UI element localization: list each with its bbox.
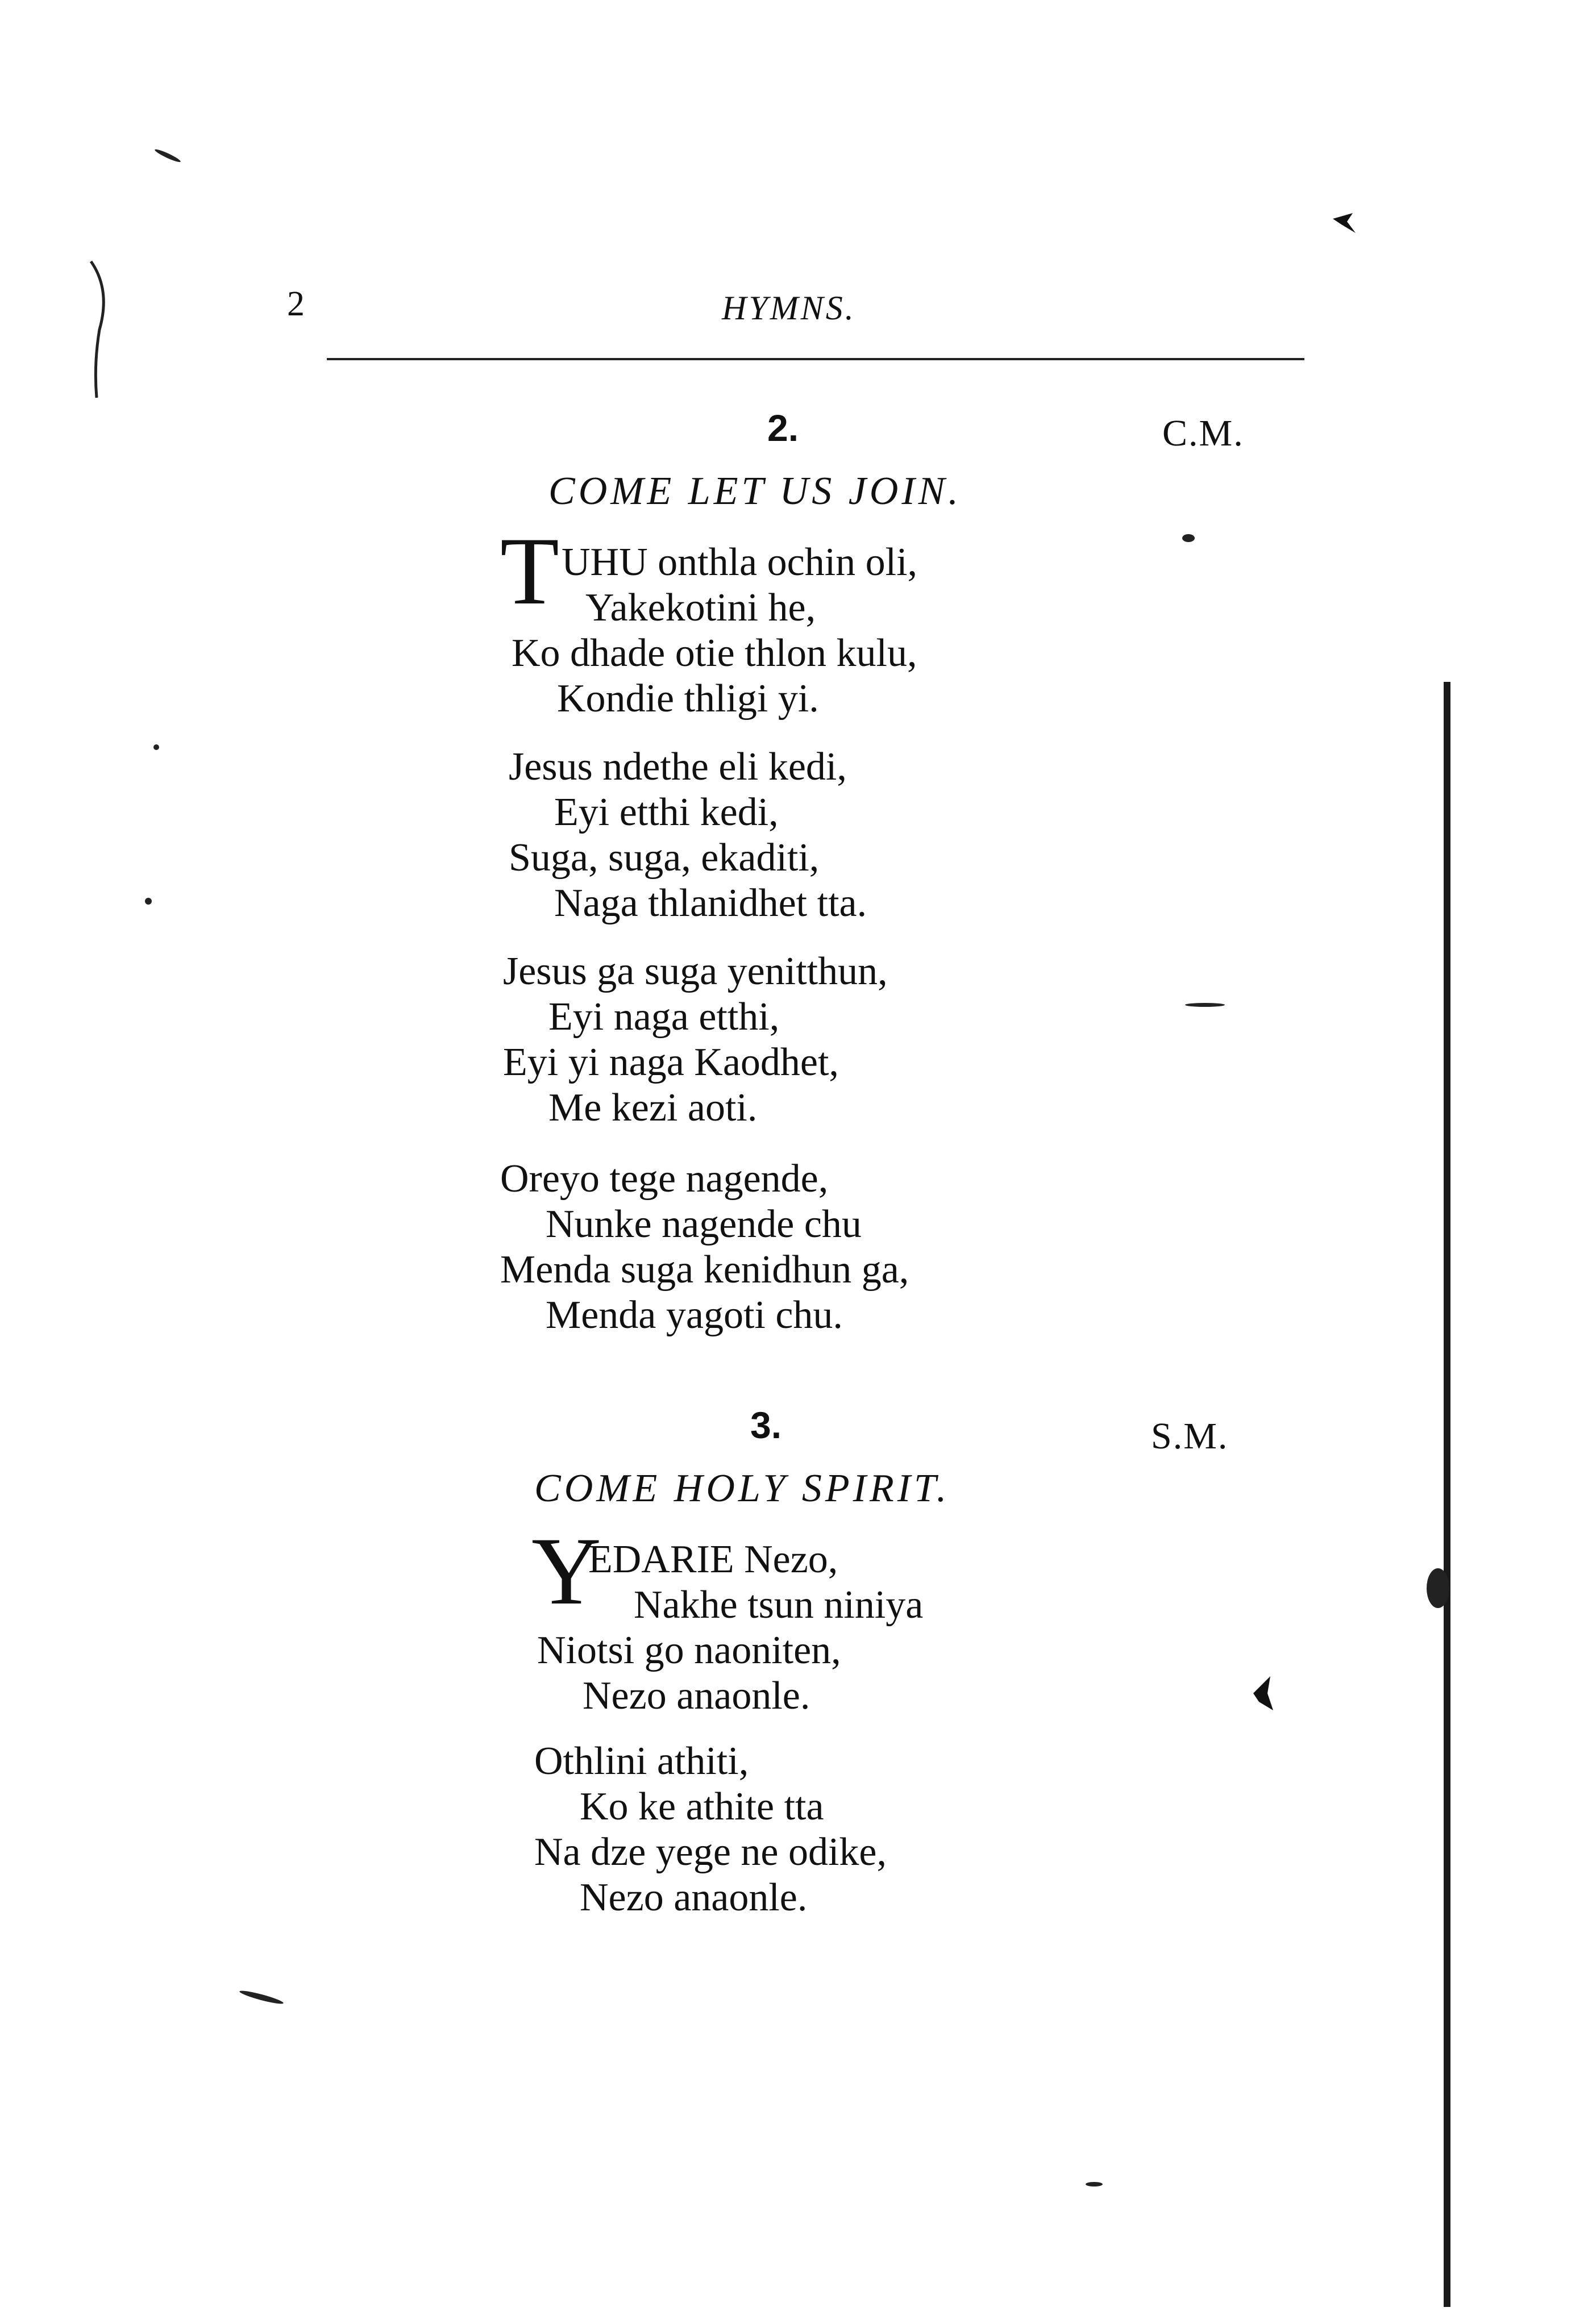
hymn-2-verse-2 [509,744,867,926]
hymn-2-number: 2. [767,407,799,449]
hymn-2-verse-1 [512,540,917,722]
speck [145,898,152,905]
verse-line: Nunke nagende chu [546,1202,862,1246]
ink-blot [1330,205,1364,239]
running-title: HYMNS. [722,289,856,327]
hymn-2-tune-title: COME LET US JOIN. [548,469,962,513]
verse-line: Naga thlanidhet tta. [554,881,867,925]
verse-line: Suga, suga, ekaditi, [509,836,820,880]
verse-line: Nezo anaonle. [583,1674,810,1718]
verse-line: Nezo anaonle. [580,1876,808,1919]
verse-line: Menda suga kenidhun ga, [500,1248,909,1292]
verse-line: UHU onthla ochin oli, [562,540,918,584]
verse-line: Eyi yi naga Kaodhet, [503,1040,839,1084]
hymn-3-verse-1 [537,1537,923,1719]
hymn-2-drop-cap: T [500,518,559,624]
hymn-2-verse-4 [500,1156,909,1338]
verse-line: Ko dhade otie thlon kulu, [512,631,917,675]
verse-line: Na dze yege ne odike, [534,1830,887,1874]
hymn-2-meter: C.M. [1162,413,1244,454]
hymn-3-meter: S.M. [1151,1415,1229,1457]
verse-line: Jesus ndethe eli kedi, [509,745,847,789]
verse-line: Yakekotini he, [585,586,816,630]
verse-line: Eyi etthi kedi, [554,790,779,834]
verse-line: Nakhe tsun niniya [634,1583,924,1627]
hymn-3-drop-cap: Y [531,1518,601,1625]
hymn-3-number: 3. [750,1404,782,1446]
verse-line: Eyi naga etthi, [548,995,780,1039]
ink-blot [1248,1671,1282,1716]
verse-line: EDARIE Nezo, [588,1538,838,1581]
hymn-3-tune-title: COME HOLY SPIRIT. [534,1467,950,1510]
speck [153,744,159,750]
speck [1182,534,1195,542]
page-number: 2 [287,285,305,323]
verse-line: Othlini athiti, [534,1739,749,1783]
header-rule [327,358,1304,360]
speck [239,1989,284,2006]
speck [1185,1003,1225,1007]
verse-line: Oreyo tege nagende, [500,1157,829,1201]
verse-line: Ko ke athite tta [580,1785,824,1829]
verse-line: Me kezi aoti. [548,1086,758,1130]
verse-line: Kondie thligi yi. [557,677,819,720]
margin-mark [85,256,119,403]
speck [154,148,182,164]
hymn-3-verse-2 [534,1739,887,1921]
speck [1427,1568,1449,1608]
binding-edge-line [1444,682,1450,2307]
verse-line: Menda yagoti chu. [546,1293,843,1337]
verse-line: Niotsi go naoniten, [537,1629,841,1672]
hymn-2-verse-3 [503,949,888,1131]
speck [1086,2182,1103,2186]
verse-line: Jesus ga suga yenitthun, [503,949,888,993]
running-head [0,284,1592,335]
